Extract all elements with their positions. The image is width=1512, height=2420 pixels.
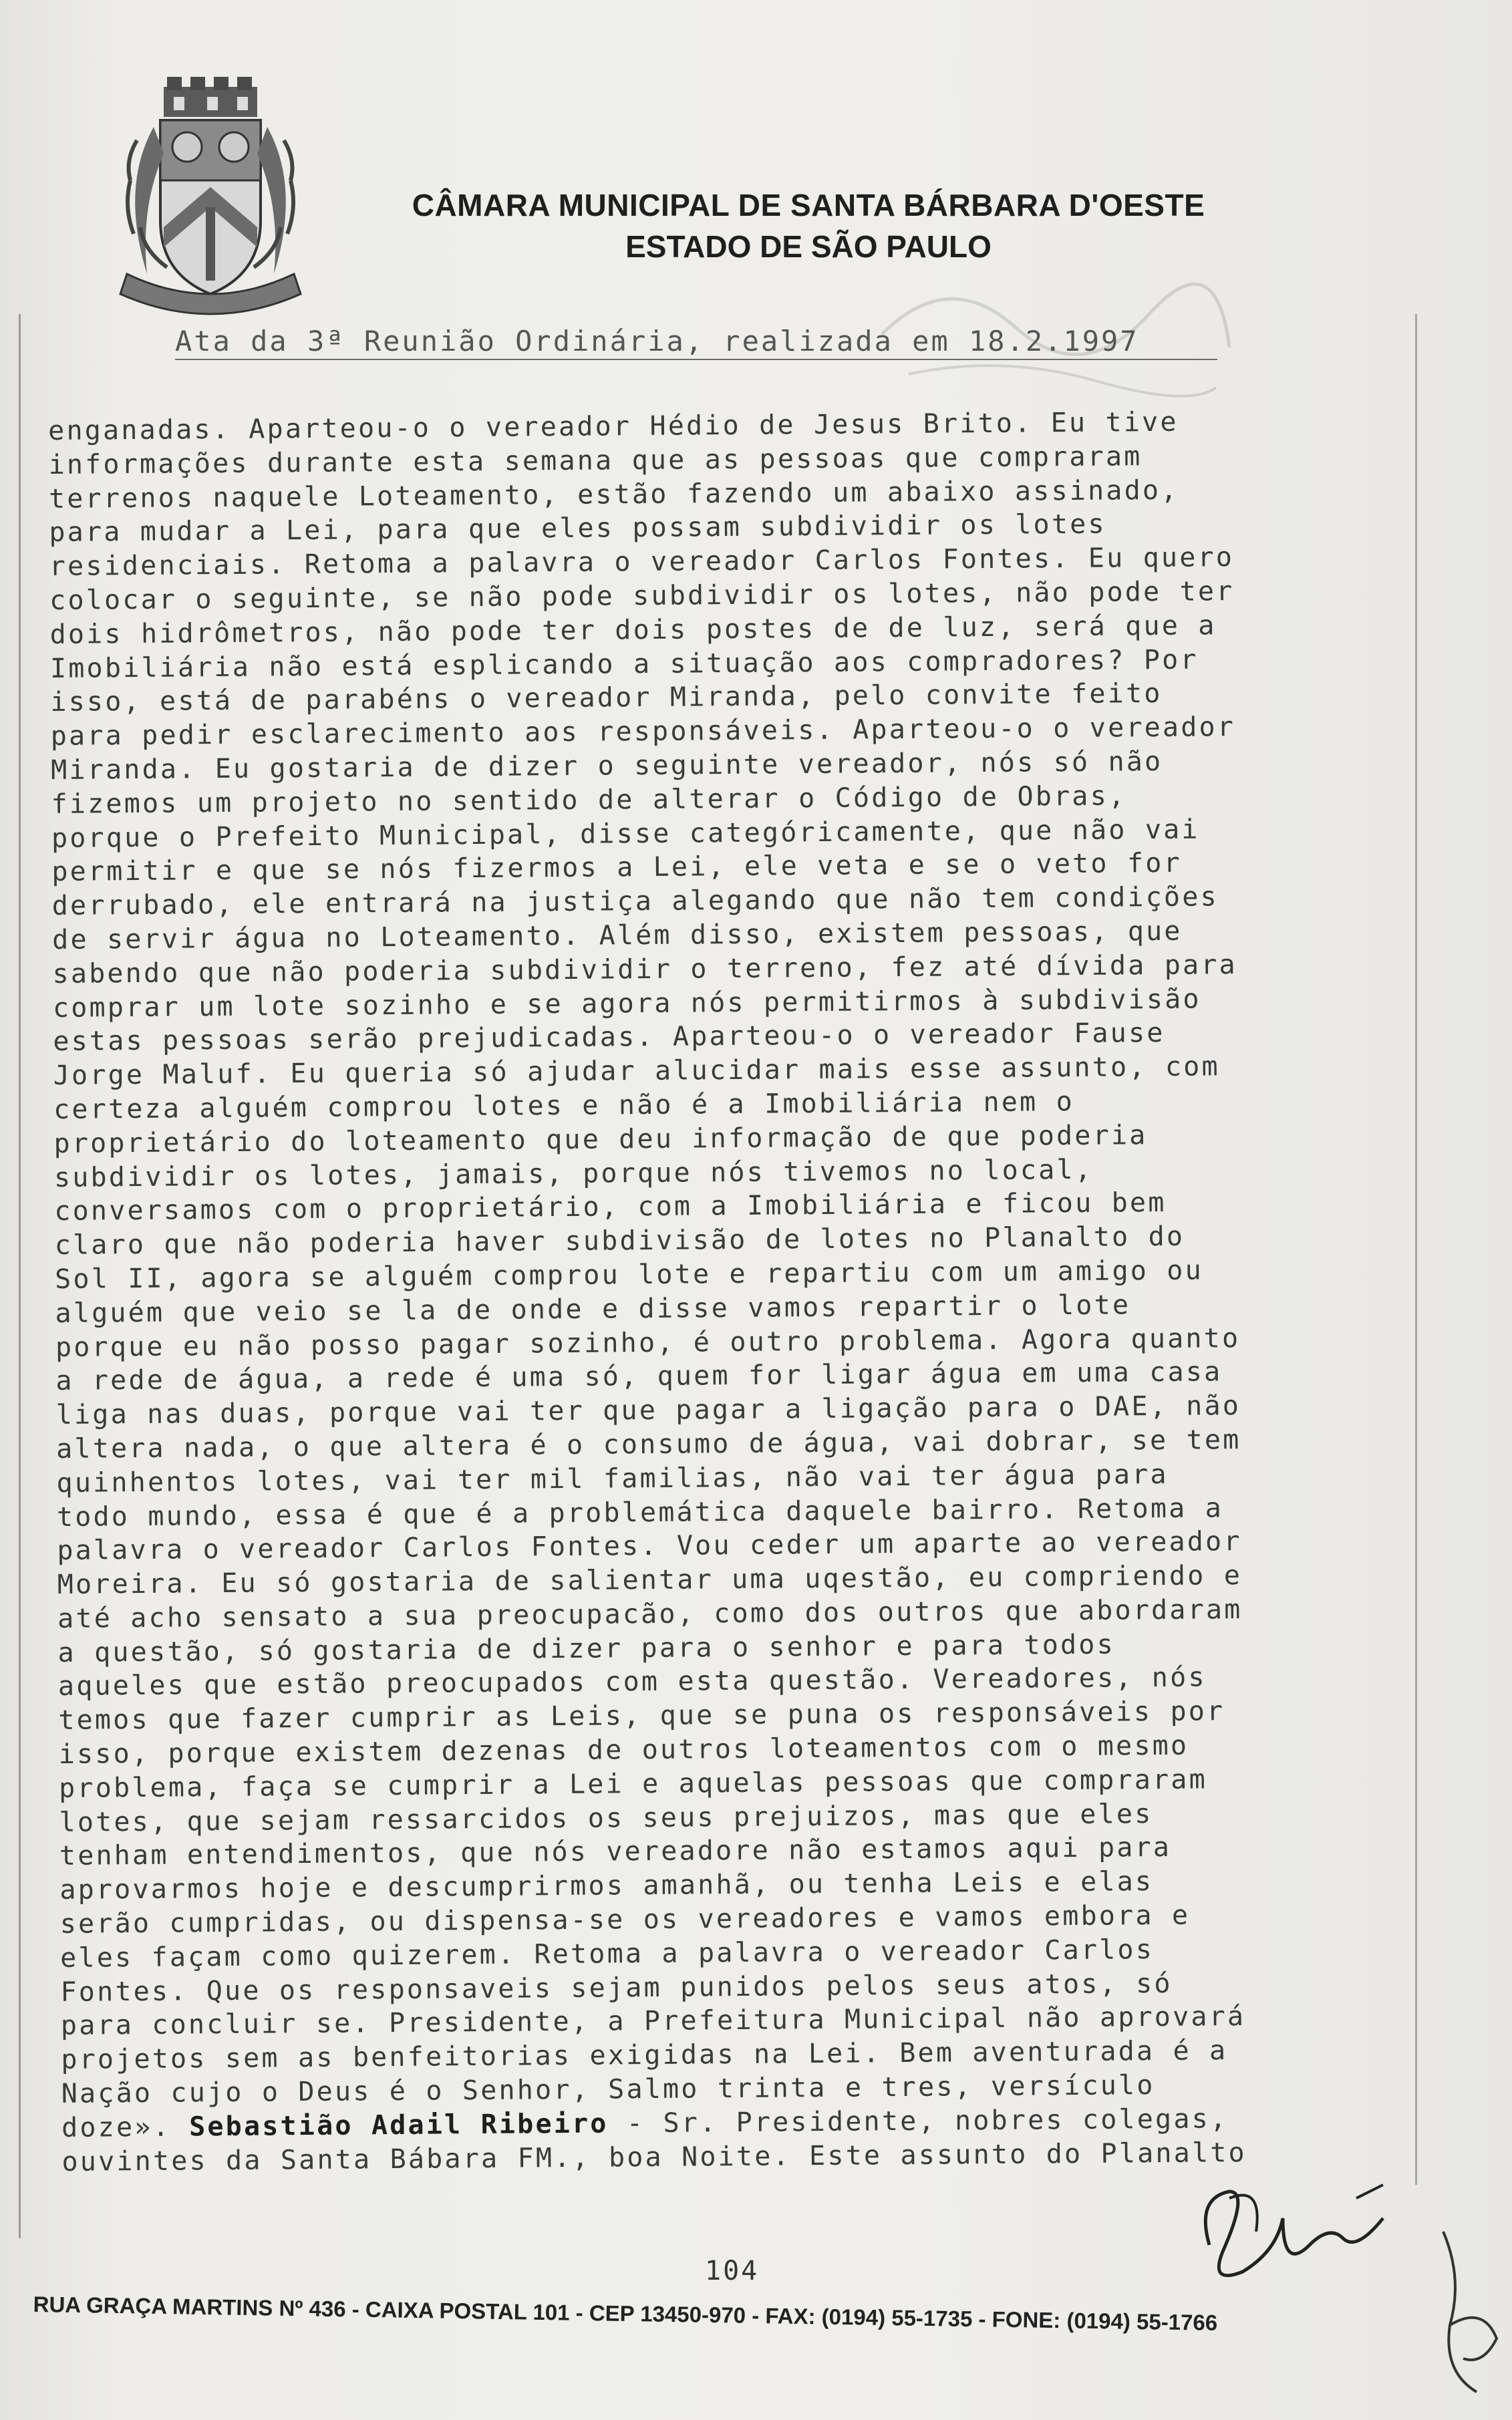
text-line: liga nas duas, porque vai ter que pagar a ligação para o DAE, não [55,1390,1241,1431]
footer-address: RUA GRAÇA MARTINS Nº 436 - CAIXA POSTAL 101 - CEP 13450-970 - FAX: (0194) 55-1735 - FONE: (0194) 55-1766 [33,2292,1218,2335]
text-line: aprovarmos hoje e descumprirmos amanhã, ou tenha Leis e elas [59,1866,1154,1906]
text-line: alguém que veio se la de onde e disse vamos repartir o lote [55,1290,1131,1329]
text-line: lotes, que sejam ressarcidos os seus prejuizos, mas que eles [59,1798,1153,1838]
text-line: Nação cujo o Deus é o Senhor, Salmo trinta e tres, versículo [61,2070,1155,2109]
right-margin-rule [1415,314,1417,2185]
left-margin-rule [19,314,21,2238]
text-line: aqueles que estão preocupados com esta questão. Vereadores, nós [57,1662,1207,1702]
text-line: isso, porque existem dezenas de outros loteamentos com o mesmo [58,1730,1189,1771]
text-line: temos que fazer cumprir as Leis, que se puna os responsáveis por [58,1696,1225,1736]
text-line: Fontes. Que os responsaveis sejam punidos pelos seus atos, só [60,1968,1173,2008]
text-line: estas pessoas serão prejudicadas. Aparteou-o o vereador Fause [53,1018,1165,1058]
text-line: para mudar a Lei, para que eles possam subdividir os lotes [49,508,1106,549]
line-prefix: doze». [61,2111,172,2143]
text-line: serão cumpridas, ou dispensa-se os vereadores e vamos embora e [59,1900,1191,1940]
text-line: residenciais. Retoma a palavra o vereador Carlos Fontes. Eu quero [49,542,1235,583]
text-line: Imobiliária não está esplicando a situação aos compradores? Por [49,644,1199,684]
text-line: conversamos com o proprietário, com a Imobiliária e ficou bem [54,1187,1167,1227]
text-line: quinhentos lotes, vai ter mil familias, não vai ter água para [56,1459,1169,1499]
text-line: eles façam como quizerem. Retoma a palavra o vereador Carlos [59,1934,1155,1974]
text-line: colocar o seguinte, se não pode subdividir os lotes, não pode ter [49,576,1235,616]
text-line: claro que não poderia haver subdivisão de lotes no Planalto do [54,1221,1185,1261]
speaker-name: Sebastião Adail Ribeiro [188,2108,609,2143]
text-line: permitir e que se nós fizermos a Lei, ele veta e se o veto for [51,848,1183,888]
text-line: porque o Prefeito Municipal, disse categóricamente, que não vai [51,814,1200,854]
text-line: comprar um lote sozinho e se agora nós permitirmos à subdivisão [52,984,1201,1024]
text-line: informações durante esta semana que as pessoas que compraram [48,440,1143,480]
text-line: terrenos naquele Loteamento, estão fazendo um abaixo assinado, [48,474,1179,514]
text-line: isso, está de parabéns o vereador Miranda, pelo convite feito [50,678,1163,718]
text-line: proprietário do loteamento que deu informação de que poderia [53,1119,1148,1159]
institution-name: CÂMARA MUNICIPAL DE SANTA BÁRBARA D'OESTE [412,188,1205,222]
text-line: projetos sem as benfeitorias exigidas na Lei. Bem aventurada é a [61,2035,1228,2076]
municipal-coat-of-arms [100,73,321,327]
text-line: até acho sensato a sua preocupacão, como dos outros que abordaram [57,1594,1243,1634]
handwritten-signature [1183,2171,1396,2298]
line-suffix: - Sr. Presidente, nobres colegas, [608,2103,1229,2139]
text-line: sabendo que não poderia subdividir o terreno, fez até dívida para [52,949,1238,990]
text-line: Miranda. Eu gostaria de dizer o seguinte vereador, nós só não [51,746,1163,786]
state-name: ESTADO DE SÃO PAULO [625,229,992,264]
text-line: subdividir os lotes, jamais, porque nós tivemos no local, [53,1154,1094,1193]
text-line: a questão, só gostaria de dizer para o senhor e para todos [57,1629,1116,1668]
text-line: tenham entendimentos, que nós vereadore não estamos aqui para [59,1832,1172,1872]
text-line: porque eu não posso pagar sozinho, é outro problema. Agora quanto [55,1322,1241,1363]
text-line: Moreira. Eu só gostaria de salientar uma uqestão, eu compriendo e [57,1560,1243,1601]
text-line: para pedir esclarecimento aos responsáveis. Aparteou-o o vereador [50,712,1236,752]
minutes-heading: Ata da 3ª Reunião Ordinária, realizada em 18.2.1997 [175,325,1217,360]
text-line: palavra o vereador Carlos Fontes. Vou ceder um aparte ao vereador [57,1526,1242,1567]
text-line: certeza alguém comprou lotes e não é a Imobiliária nem o [53,1086,1075,1125]
text-line: problema, faça se cumprir a Lei e aquelas pessoas que compraram [58,1764,1208,1804]
text-line: derrubado, ele entrará na justiça alegando que não tem condições [51,881,1219,922]
page-number: 104 [705,2256,760,2286]
margin-initials [1437,2225,1503,2399]
text-line: Sol II, agora se alguém comprou lote e repartiu com um amigo ou [54,1255,1204,1295]
text-line: para concluir se. Presidente, a Prefeitura Municipal não aprovará [60,2001,1246,2042]
text-line: todo mundo, essa é que é a problemática daquele bairro. Retoma a [56,1492,1224,1533]
letterhead [374,187,1243,265]
minutes-body [48,404,1372,2179]
text-line: fizemos um projeto no sentido de alterar o Código de Obras, [51,780,1127,820]
text-line: altera nada, o que altera é o consumo de água, vai dobrar, se tem [55,1424,1241,1465]
text-line: de servir água no Loteamento. Além disso, existem pessoas, que [52,915,1183,955]
text-line: Jorge Maluf. Eu queria só ajudar alucidar mais esse assunto, com [53,1051,1220,1092]
text-line: a rede de água, a rede é uma só, quem for ligar água em uma casa [55,1356,1223,1397]
text-line: enganadas. Aparteou-o o vereador Hédio de Jesus Brito. Eu tive [48,406,1179,446]
text-line: dois hidrômetros, não pode ter dois postes de de luz, será que a [49,610,1217,650]
text-line: ouvintes da Santa Bábara FM., boa Noite. Este assunto do Planalto [61,2137,1247,2177]
